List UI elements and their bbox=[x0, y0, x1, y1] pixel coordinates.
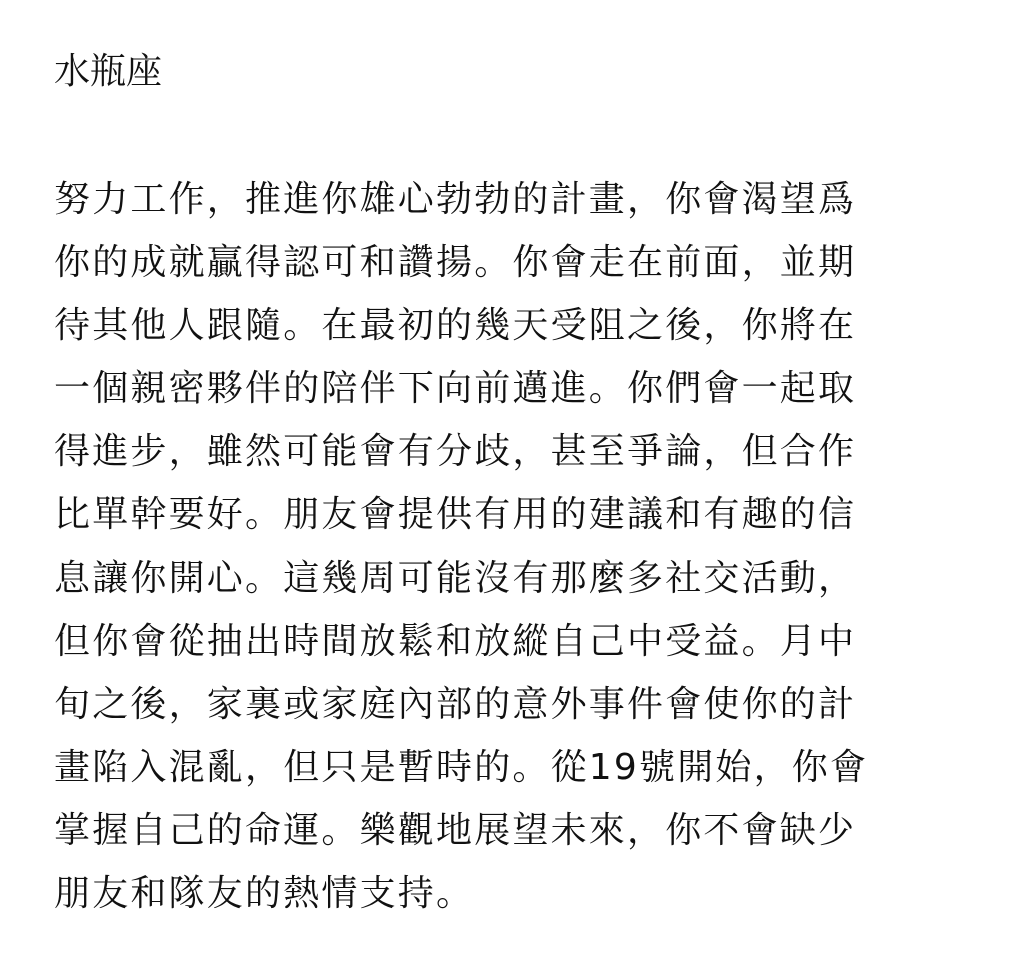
horoscope-paragraph bbox=[54, 168, 970, 925]
paragraph-line: 息讓你開心。這幾周可能沒有那麼多社交活動， bbox=[54, 557, 857, 599]
paragraph-line: 旬之後，家裏或家庭內部的意外事件會使你的計 bbox=[54, 683, 857, 725]
paragraph-line: 得進步，雖然可能會有分歧，甚至爭論，但合作 bbox=[54, 431, 857, 473]
paragraph-line: 你的成就贏得認可和讚揚。你會走在前面，並期 bbox=[54, 242, 857, 284]
paragraph-line: 但你會從抽出時間放鬆和放縱自己中受益。月中 bbox=[54, 620, 857, 662]
paragraph-line: 朋友和隊友的熱情支持。 bbox=[54, 873, 475, 915]
paragraph-line: 待其他人跟隨。在最初的幾天受阻之後，你將在 bbox=[54, 305, 857, 347]
paragraph-line: 努力工作，推進你雄心勃勃的計畫，你會渴望爲 bbox=[54, 179, 857, 220]
paragraph-line: 一個親密夥伴的陪伴下向前邁進。你們會一起取 bbox=[54, 368, 857, 410]
paragraph-line: 畫陷入混亂，但只是暫時的。從19號開始，你會 bbox=[54, 746, 869, 788]
paragraph-line: 比單幹要好。朋友會提供有用的建議和有趣的信 bbox=[54, 494, 857, 536]
page-title: 水瓶座 bbox=[54, 51, 163, 92]
paragraph-line: 掌握自己的命運。樂觀地展望未來，你不會缺少 bbox=[54, 809, 857, 851]
